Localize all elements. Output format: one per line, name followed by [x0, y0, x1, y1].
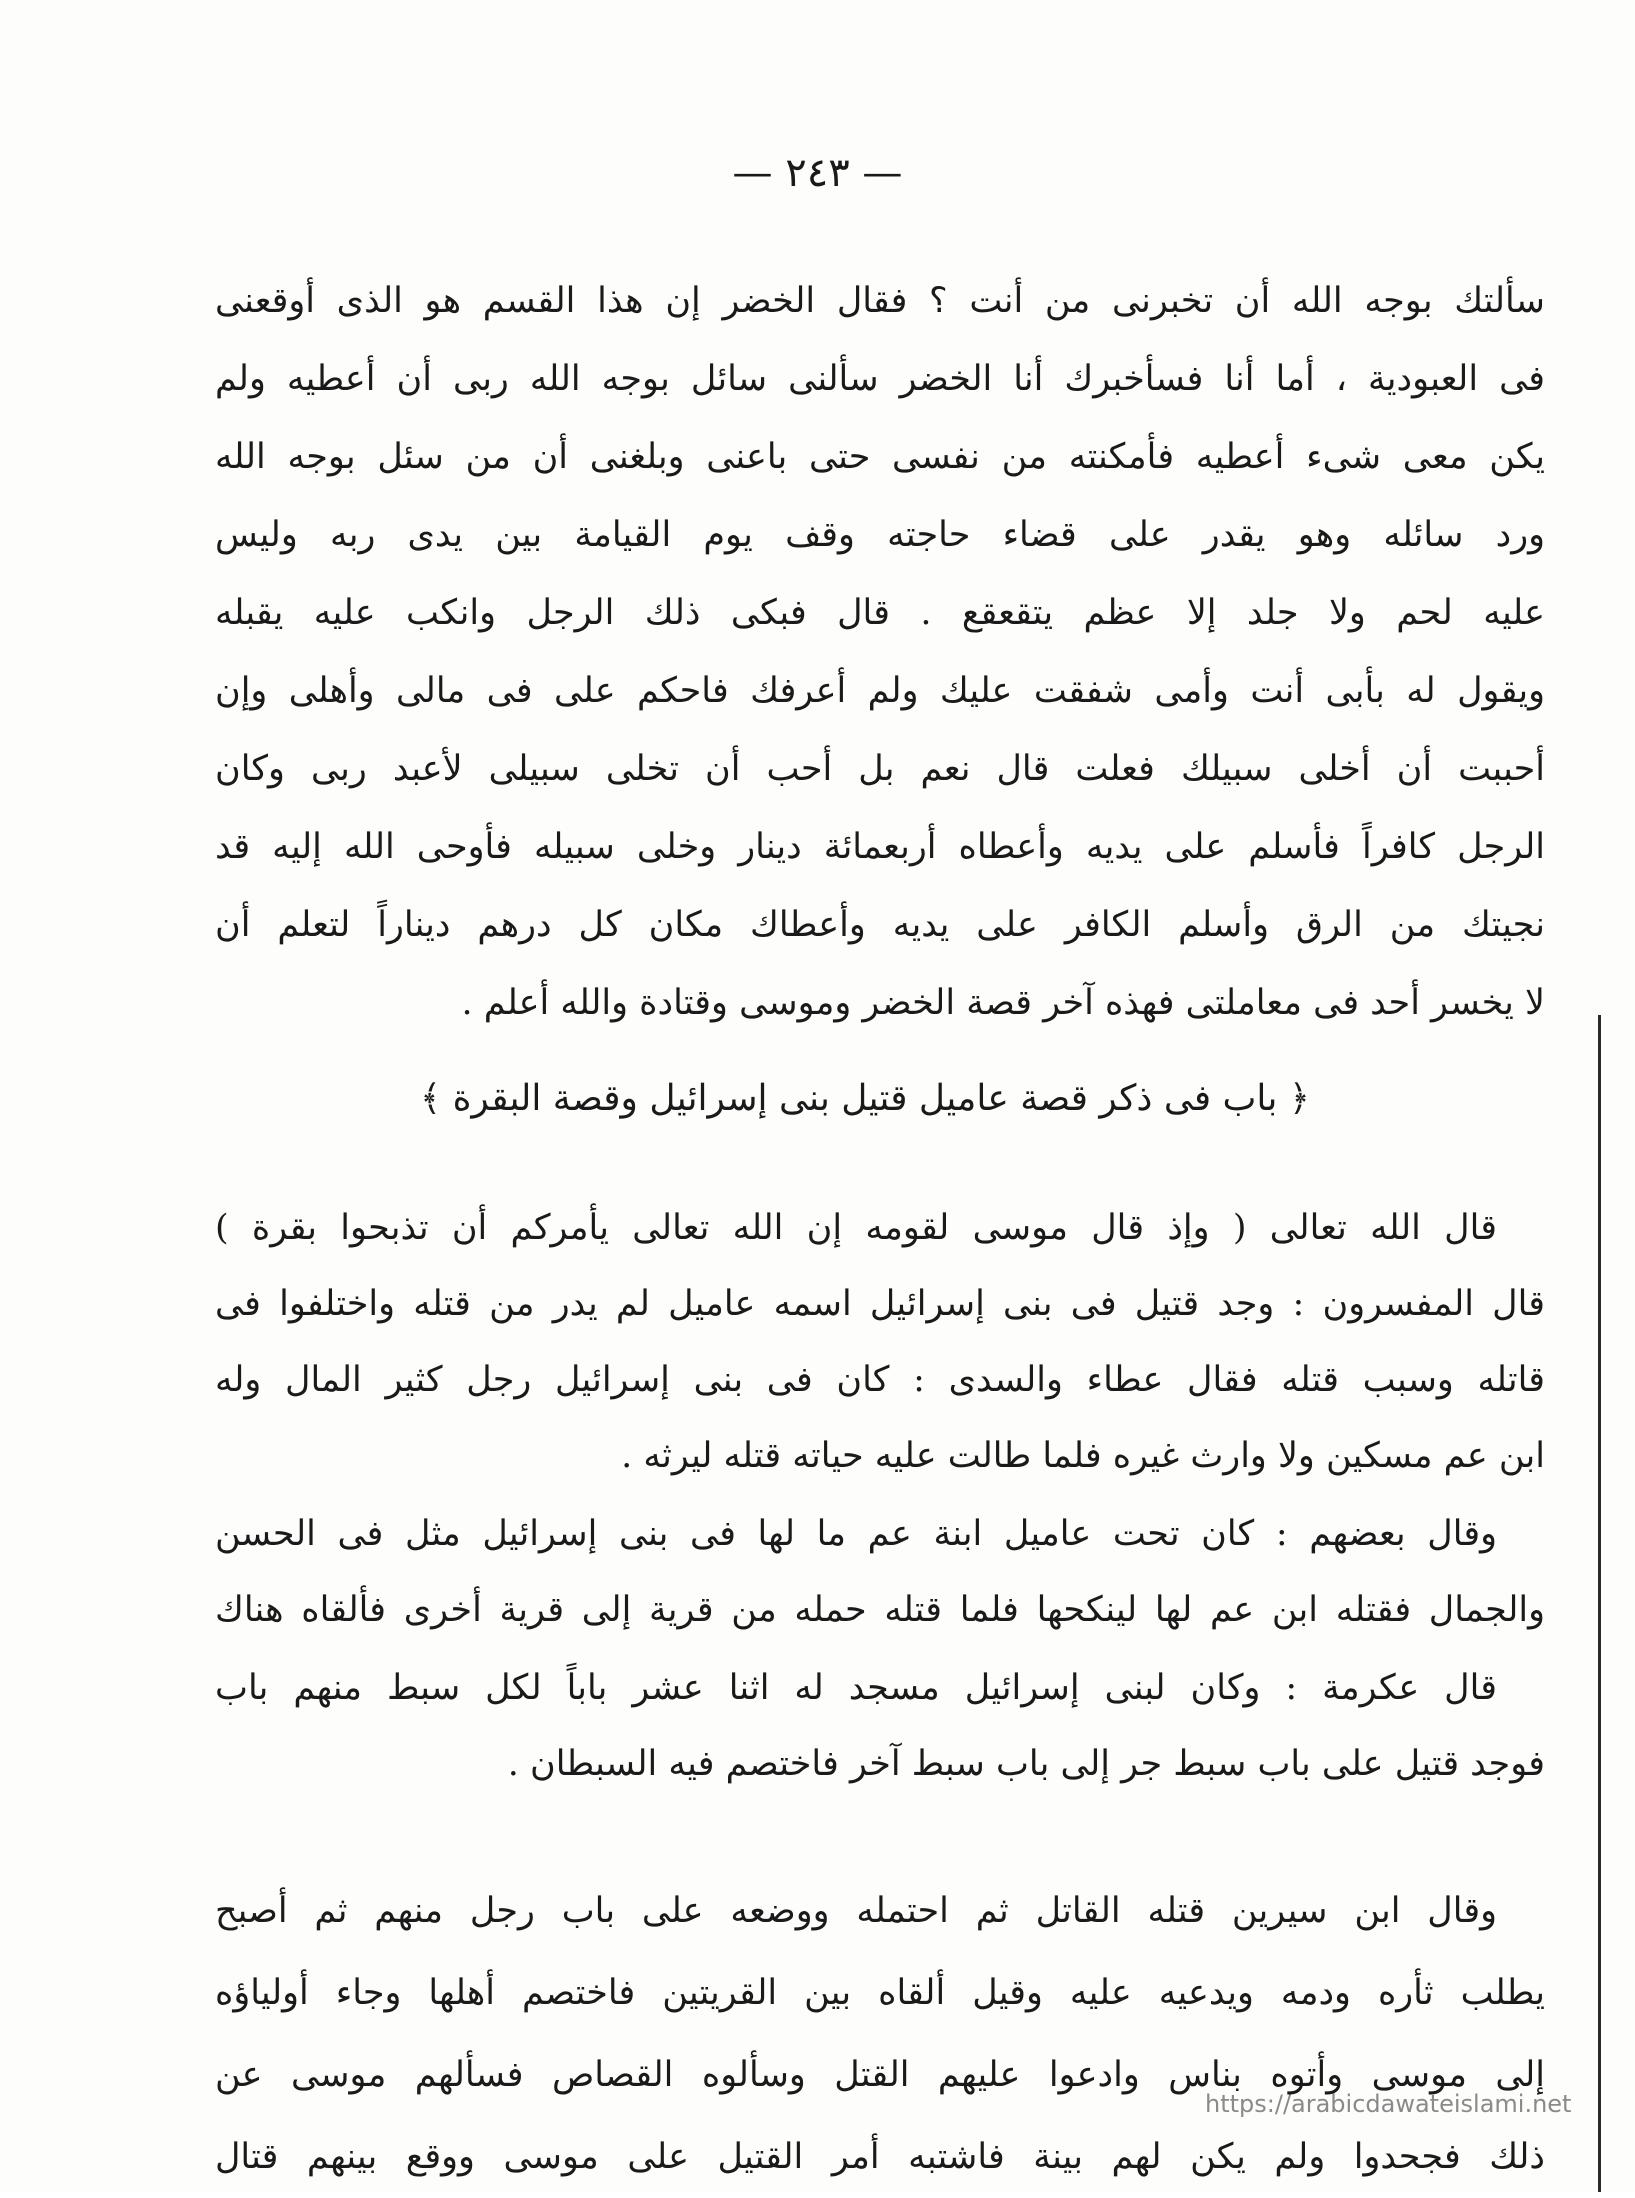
- text-line: سألتك بوجه الله أن تخبرنى من أنت ؟ فقال الخضر إن هذا القسم هو الذى أوقعنى: [215, 281, 1545, 321]
- page-edge-rule: [1598, 1015, 1601, 2192]
- text-line: والجمال فقتله ابن عم لها لينكحها فلما قتله حمله من قرية إلى قرية أخرى فألقاه هناك: [215, 1590, 1545, 1630]
- text-line: فى العبودية ، أما أنا فسأخبرك أنا الخضر سألنى سائل بوجه الله ربى أن أعطيه ولم: [215, 359, 1545, 399]
- text-line: قال المفسرون : وجد قتيل فى بنى إسرائيل اسمه عاميل لم يدر من قتله واختلفوا فى: [215, 1284, 1545, 1324]
- text-line: وقال ابن سيرين قتله القاتل ثم احتمله ووضعه على باب رجل منهم ثم أصبح: [215, 1891, 1497, 1931]
- paragraph-khidr-story: [215, 262, 1545, 1042]
- text-line: أحببت أن أخلى سبيلك فعلت قال نعم بل أحب أن تخلى سبيلى لأعبد ربى وكان: [215, 749, 1545, 789]
- watermark-url: https://arabicdawateislami.net: [1205, 2090, 1572, 2118]
- text-line: ورد سائله وهو يقدر على قضاء حاجته وقف يوم القيامة بين يدى ربه وليس: [215, 515, 1545, 555]
- text-line: يكن معى شىء أعطيه فأمكنته من نفسى حتى باعنى وبلغنى أن من سئل بوجه الله: [215, 437, 1545, 477]
- text-line: فوجد قتيل على باب سبط جر إلى باب سبط آخر فاختصم فيه السبطان .: [507, 1744, 1545, 1784]
- text-line: يطلب ثأره ودمه ويدعيه عليه وقيل ألقاه بين القريتين فاختصم أهلها وجاء أولياؤه: [215, 1973, 1545, 2013]
- text-line: إلى موسى وأتوه بناس وادعوا عليهم القتل وسألوه القصاص فسألهم موسى عن: [215, 2055, 1545, 2095]
- text-line: نجيتك من الرق وأسلم الكافر على يديه وأعطاك مكان كل درهم ديناراً لتعلم أن: [215, 905, 1545, 945]
- text-line: قاتله وسبب قتله فقال عطاء والسدى : كان فى بنى إسرائيل رجل كثير المال وله: [215, 1360, 1545, 1400]
- text-line: لا يخسر أحد فى معاملتى فهذه آخر قصة الخضر وموسى وقتادة والله أعلم .: [461, 983, 1545, 1023]
- text-line: قال عكرمة : وكان لبنى إسرائيل مسجد له اثنا عشر باباً لكل سبط منهم باب: [215, 1668, 1497, 1708]
- paragraph-quran-verse: [215, 1190, 1545, 1494]
- page-number: — ٢٤٣ —: [732, 150, 903, 196]
- paragraph-ibn-sirin: [215, 1870, 1545, 2198]
- text-line: عليه لحم ولا جلد إلا عظم يتقعقع . قال فبكى ذلك الرجل وانكب عليه يقبله: [215, 593, 1545, 633]
- chapter-heading: ﴿ باب فى ذكر قصة عاميل قتيل بنى إسرائيل وقصة البقرة ﴾: [420, 1078, 1310, 1119]
- paragraph-some-said: [215, 1496, 1545, 1648]
- text-line: ذلك فجحدوا ولم يكن لهم بينة فاشتبه أمر القتيل على موسى ووقع بينهم قتال: [215, 2137, 1545, 2177]
- text-line: ابن عم مسكين ولا وارث غيره فلما طالت عليه حياته قتله ليرثه .: [621, 1436, 1545, 1476]
- paragraph-ikrimah: [215, 1650, 1545, 1802]
- text-line: قال الله تعالى ( وإذ قال موسى لقومه إن الله تعالى يأمركم أن تذبحوا بقرة ): [215, 1208, 1497, 1248]
- text-line: الرجل كافراً فأسلم على يديه وأعطاه أربعمائة دينار وخلى سبيله فأوحى الله إليه قد: [215, 827, 1545, 867]
- text-line: ويقول له بأبى أنت وأمى شفقت عليك ولم أعرفك فاحكم على فى مالى وأهلى وإن: [215, 671, 1545, 711]
- text-line: وقال بعضهم : كان تحت عاميل ابنة عم ما لها فى بنى إسرائيل مثل فى الحسن: [215, 1514, 1497, 1554]
